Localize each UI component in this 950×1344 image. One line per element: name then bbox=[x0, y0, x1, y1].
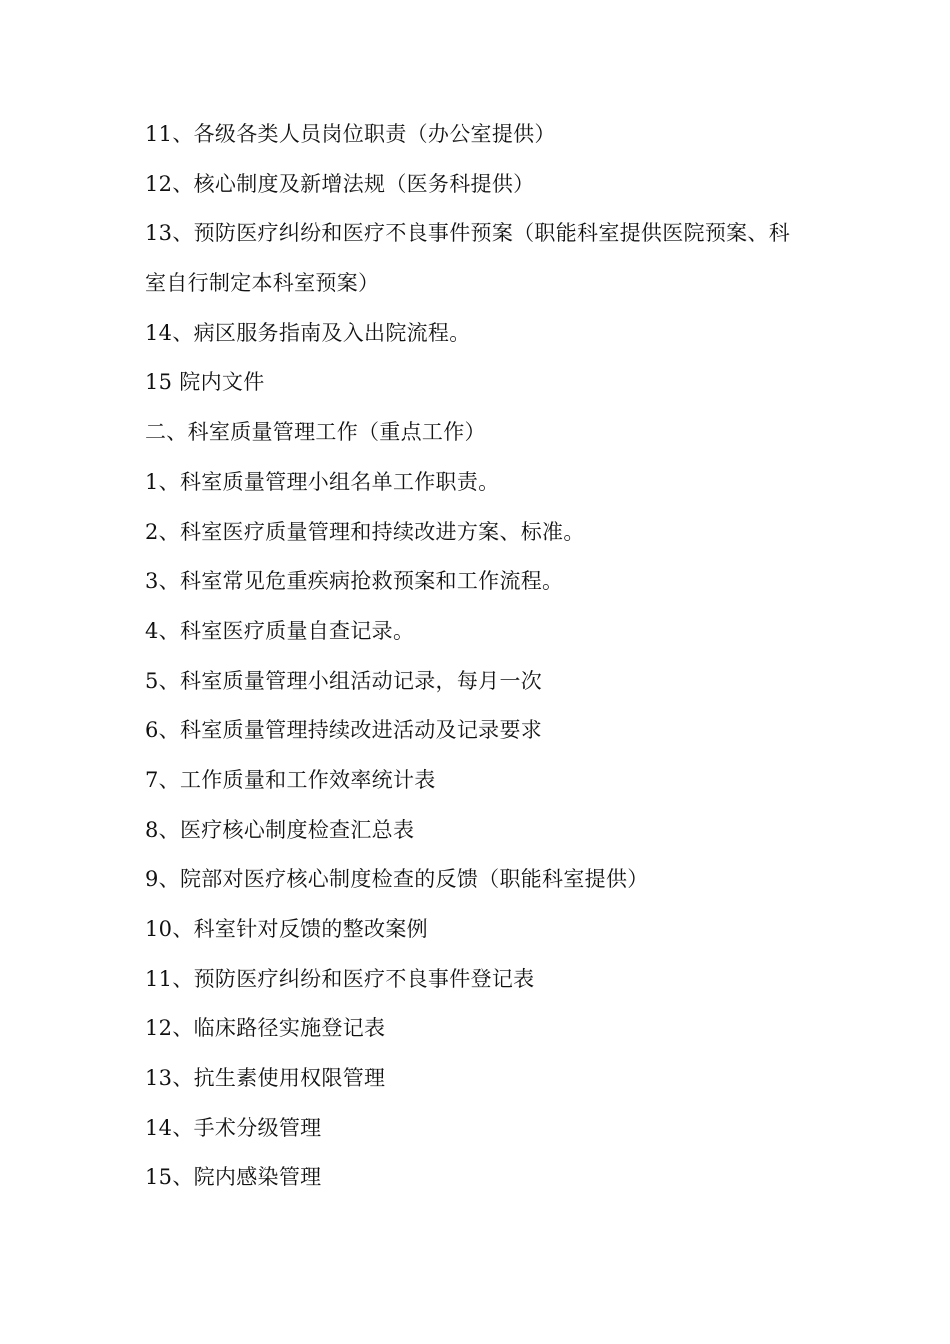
list-item: 2、科室医疗质量管理和持续改进方案、标准。 bbox=[145, 519, 585, 544]
list-item: 11、各级各类人员岗位职责（办公室提供） bbox=[145, 122, 556, 146]
list-item: 5、科室质量管理小组活动记录，每月一次 bbox=[145, 668, 543, 693]
list-item: 10、科室针对反馈的整改案例 bbox=[145, 917, 428, 941]
list-item: 11、预防医疗纠纷和医疗不良事件登记表 bbox=[145, 966, 535, 991]
list-item: 6、科室质量管理持续改进活动及记录要求 bbox=[145, 718, 543, 743]
list-item: 3、科室常见危重疾病抢救预案和工作流程。 bbox=[145, 569, 564, 594]
section-heading: 二、科室质量管理工作（重点工作） bbox=[145, 420, 486, 445]
list-item: 12、核心制度及新增法规（医务科提供） bbox=[145, 171, 535, 196]
list-item: 13、抗生素使用权限管理 bbox=[145, 1066, 386, 1091]
list-item: 7、工作质量和工作效率统计表 bbox=[145, 767, 436, 792]
list-item: 14、手术分级管理 bbox=[145, 1115, 322, 1140]
list-item: 8、医疗核心制度检查汇总表 bbox=[145, 817, 415, 842]
list-item: 9、院部对医疗核心制度检查的反馈（职能科室提供） bbox=[145, 867, 649, 892]
list-item: 14、病区服务指南及入出院流程。 bbox=[145, 320, 471, 345]
list-item: 15、院内感染管理 bbox=[145, 1165, 322, 1190]
document-body bbox=[145, 110, 825, 1203]
list-item: 4、科室医疗质量自查记录。 bbox=[145, 618, 415, 643]
list-item: 15 院内文件 bbox=[145, 370, 265, 395]
list-item: 1、科室质量管理小组名单工作职责。 bbox=[145, 469, 500, 494]
list-item: 13、预防医疗纠纷和医疗不良事件预案（职能科室提供医院预案、科 bbox=[145, 221, 791, 246]
list-item: 12、临床路径实施登记表 bbox=[145, 1016, 386, 1041]
list-item-continuation: 室自行制定本科室预案） bbox=[145, 271, 380, 296]
